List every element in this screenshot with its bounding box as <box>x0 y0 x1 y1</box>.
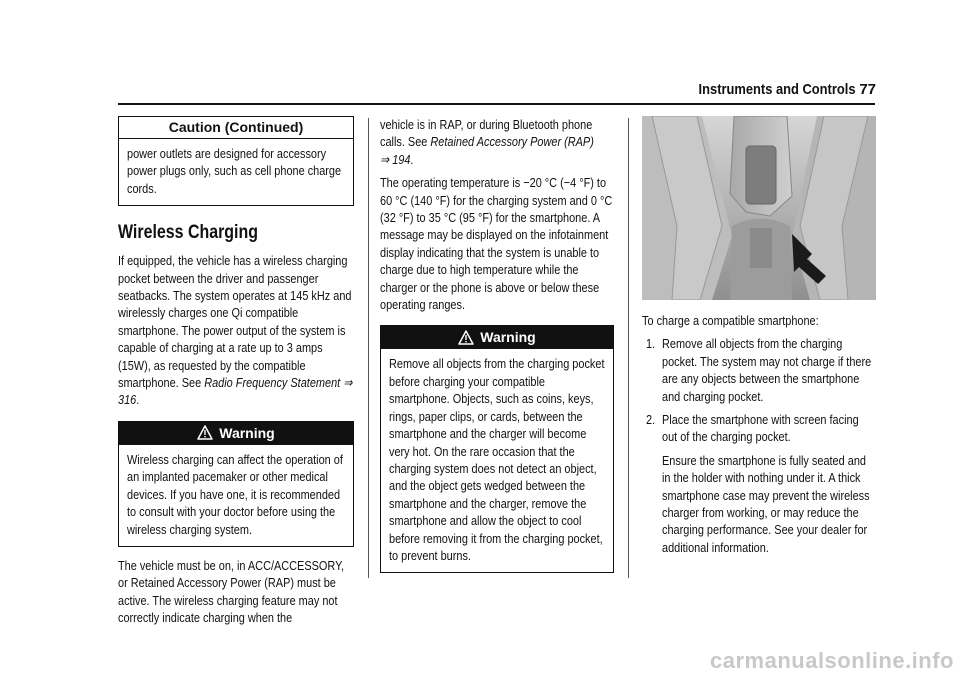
warning-body-1: Wireless charging can affect the operation of an implanted pacemaker or other medical devices. If you have one, it is recommended to consult with your doctor before using the wireless charging system. <box>127 451 343 537</box>
step-item <box>646 411 876 556</box>
warning-icon <box>458 330 474 345</box>
step-text: Place the smartphone with screen facing out of the charging pocket. <box>662 412 859 445</box>
header-divider <box>118 103 875 105</box>
step-number: 1. <box>646 336 656 352</box>
temperature-paragraph: The operating temperature is −20 °C (−4 °F) to 60 °C (140 °F) for the charging system and 0 °C (32 °F) to 35 °C (95 °F) for the smartphone. A message may be displayed on the infotainment display indicating that the system is unable to charge due to high temperature while the charger or the phone is above or below these operating ranges. <box>380 175 613 313</box>
page-header <box>0 0 960 96</box>
section-heading: Wireless Charging <box>118 222 258 244</box>
warning-body-2: Remove all objects from the charging pocket before charging your compatible smartphone. Objects, such as coins, keys, rings, paper clips, or cards, between the smartphone and the charger will become very hot. On the rare occasion that the charging system does not detect an object, and the object gets wedged between the smartphone and the charger, remove the smartphone and allow the object to cool before removing it from the charging pocket, to prevent burns. <box>389 356 605 563</box>
rap-link[interactable]: Retained Accessory Power (RAP) <box>430 134 594 150</box>
warning-icon <box>197 425 213 440</box>
column-divider-1 <box>368 118 369 578</box>
step-text: Remove all objects from the charging pocket. The system may not charge if there are any objects between the smartphone and charging pocket. <box>662 336 872 404</box>
page-ref-number[interactable]: 194 <box>392 151 411 167</box>
charging-pocket-photo <box>642 116 876 300</box>
step-item <box>646 335 876 405</box>
warning-box-2 <box>380 325 614 573</box>
watermark-text: carmanualsonline.info <box>710 648 954 673</box>
warning-title-1: Warning <box>219 424 275 441</box>
radio-frequency-link[interactable]: Radio Frequency Statement <box>204 375 341 391</box>
warning-title-2: Warning <box>480 329 536 346</box>
column-1 <box>118 116 354 627</box>
step-2-detail: Ensure the smartphone is fully seated and in the holder with nothing under it. A thick smartphone case may prevent the wireless charger from working, or may reduce the charging performance. See your dealer for additional information. <box>662 452 870 555</box>
column-3 <box>642 116 876 556</box>
page-ref-number[interactable]: 316 <box>118 392 137 408</box>
warning-header-1 <box>119 422 353 445</box>
page-number: 77 <box>859 81 876 98</box>
column-divider-2 <box>628 118 629 578</box>
charge-intro: To charge a compatible smartphone: <box>642 313 819 328</box>
page-ref-icon: ⇒ <box>343 375 353 391</box>
warning-header-2 <box>381 326 613 349</box>
caution-title: Caution (Continued) <box>119 117 353 139</box>
section-title-header: Instruments and Controls <box>699 81 856 98</box>
intro-paragraph: If equipped, the vehicle has a wireless charging pocket between the driver and passenger seatbacks. The system operates at 145 kHz and wirelessly charges one Qi compatible smartphone. The power output of the system is capable of charging at a rate up to 3 amps (15W), as requested by the compatible smartphone. See Radio Frequency Statement ⇒ 316. <box>118 253 353 408</box>
charge-steps <box>642 335 876 556</box>
warning-box-1 <box>118 421 354 547</box>
continuation-paragraph: vehicle is in RAP, or during Bluetooth phone calls. See Retained Accessory Power (RAP) ⇒ 194. <box>380 117 594 167</box>
seat-illustration <box>642 116 876 300</box>
step-number: 2. <box>646 412 656 428</box>
page-ref-icon: ⇒ <box>380 151 390 167</box>
caution-body: power outlets are designed for accessory power plugs only, such as cell phone charge cords. <box>127 146 342 196</box>
column-2 <box>380 116 614 573</box>
acc-paragraph: The vehicle must be on, in ACC/ACCESSORY, or Retained Accessory Power (RAP) must be active. The wireless charging feature may not correctly indicate charging when the <box>118 557 344 626</box>
caution-box <box>118 116 354 206</box>
